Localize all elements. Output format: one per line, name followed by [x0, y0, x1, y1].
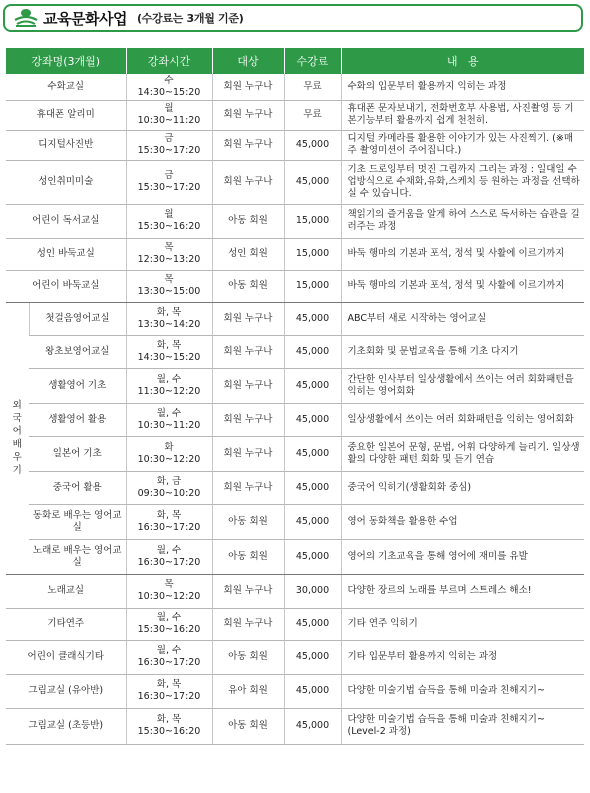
table-header-row — [6, 48, 584, 74]
course-schedule — [126, 204, 212, 238]
course-days: 월, 수 — [156, 612, 182, 623]
course-schedule — [126, 335, 212, 368]
course-name: 어린이 클래식기타 — [6, 640, 126, 674]
course-schedule — [126, 130, 212, 160]
col-header-fee: 수강료 — [284, 48, 341, 74]
course-time: 11:30~12:20 — [137, 385, 201, 397]
course-description: 간단한 인사부터 일상생활에서 쓰이는 여러 회화패턴을 익히는 영어회화 — [341, 368, 584, 403]
table-row — [6, 436, 584, 471]
course-fee: 45,000 — [284, 403, 341, 436]
course-description: 디지털 카메라를 활용한 이야기가 있는 사진찍기. (※매주 촬영미션이 주어집니다.) — [341, 130, 584, 160]
page-header — [3, 4, 583, 32]
course-time: 14:30~15:20 — [137, 351, 201, 363]
group-label-text: 외국어 배우기 — [12, 400, 22, 476]
course-time: 10:30~12:20 — [137, 591, 201, 602]
course-target: 아동 회원 — [212, 539, 284, 574]
course-time: 13:30~14:20 — [137, 318, 201, 330]
course-days: 목 — [164, 242, 174, 253]
course-name: 동화로 배우는 영어교실 — [29, 504, 126, 539]
course-schedule — [126, 302, 212, 335]
course-time: 15:30~17:20 — [137, 182, 201, 193]
course-fee: 15,000 — [284, 270, 341, 302]
course-description: 다양한 장르의 노래를 부르며 스트레스 해소! — [341, 574, 584, 608]
course-schedule — [126, 574, 212, 608]
course-fee: 45,000 — [284, 130, 341, 160]
course-fee: 45,000 — [284, 471, 341, 504]
course-fee: 45,000 — [284, 368, 341, 403]
course-days: 월 — [164, 103, 174, 114]
course-schedule — [126, 471, 212, 504]
table-row — [6, 504, 584, 539]
course-time: 10:30~12:20 — [137, 453, 201, 465]
course-target: 아동 회원 — [212, 270, 284, 302]
course-description: 바둑 행마의 기본과 포석, 정석 및 사활에 이르기까지 — [341, 270, 584, 302]
course-target: 아동 회원 — [212, 640, 284, 674]
course-name: 왕초보영어교실 — [29, 335, 126, 368]
course-schedule — [126, 539, 212, 574]
course-days: 금 — [164, 170, 174, 181]
course-time: 15:30~16:20 — [137, 221, 201, 232]
course-time: 12:30~13:20 — [137, 254, 201, 265]
table-row — [6, 471, 584, 504]
course-description: 영어의 기초교육을 통해 영어에 재미를 유발 — [341, 539, 584, 574]
table-row — [6, 204, 584, 238]
table-row — [6, 270, 584, 302]
course-time: 16:30~17:20 — [137, 691, 201, 702]
course-fee: 45,000 — [284, 539, 341, 574]
course-days: 수 — [164, 74, 174, 86]
course-schedule — [126, 270, 212, 302]
course-schedule — [126, 160, 212, 204]
course-days: 목 — [164, 579, 174, 590]
table-row — [6, 160, 584, 204]
course-schedule — [126, 436, 212, 471]
course-time: 16:30~17:20 — [137, 556, 201, 568]
course-name: 어린이 바둑교실 — [6, 270, 126, 302]
table-row — [6, 238, 584, 270]
course-time: 16:30~17:20 — [137, 657, 201, 668]
course-fee: 45,000 — [284, 708, 341, 744]
course-days: 화, 목 — [156, 339, 182, 351]
table-row — [6, 708, 584, 744]
course-target: 회원 누구나 — [212, 74, 284, 100]
course-description: 중국어 익히기(생활회화 중심) — [341, 471, 584, 504]
course-fee: 45,000 — [284, 302, 341, 335]
table-row — [6, 302, 584, 335]
course-name: 첫걸음영어교실 — [29, 302, 126, 335]
course-days: 목 — [164, 274, 174, 285]
course-target: 회원 누구나 — [212, 335, 284, 368]
course-target: 아동 회원 — [212, 708, 284, 744]
course-days: 화 — [164, 441, 174, 453]
course-name: 디지털사진반 — [6, 130, 126, 160]
course-days: 화, 목 — [156, 714, 182, 725]
course-target: 유아 회원 — [212, 674, 284, 708]
course-time: 15:30~16:20 — [137, 624, 201, 635]
course-name: 일본어 기초 — [29, 436, 126, 471]
course-time: 09:30~10:20 — [137, 487, 201, 499]
course-target: 회원 누구나 — [212, 302, 284, 335]
course-fee: 30,000 — [284, 574, 341, 608]
course-target: 회원 누구나 — [212, 471, 284, 504]
course-time: 16:30~17:20 — [137, 521, 201, 533]
course-description: 기타 입문부터 활용까지 익히는 과정 — [341, 640, 584, 674]
course-time: 13:30~15:00 — [137, 286, 201, 297]
course-time: 15:30~16:20 — [137, 726, 201, 737]
course-description: 일상생활에서 쓰이는 여러 회화패턴을 익히는 영어회화 — [341, 403, 584, 436]
course-days: 화, 금 — [156, 475, 182, 487]
table-row — [6, 74, 584, 100]
course-days: 월, 수 — [156, 373, 182, 385]
course-fee: 45,000 — [284, 436, 341, 471]
course-fee: 45,000 — [284, 504, 341, 539]
course-description: 다양한 미술기법 습득을 통해 미술과 친해지기~ — [341, 674, 584, 708]
course-description: 바둑 행마의 기본과 포석, 정석 및 사활에 이르기까지 — [341, 238, 584, 270]
course-description: 중요한 일본어 문형, 문법, 어휘 다양하게 늘리기. 일상생활의 다양한 패턴 회화 및 듣기 연습 — [341, 436, 584, 471]
course-fee: 무료 — [284, 100, 341, 130]
table-row — [6, 403, 584, 436]
table-row — [6, 130, 584, 160]
page-title: 교육문화사업 — [43, 9, 127, 28]
course-days: 금 — [164, 133, 174, 144]
course-name: 휴대폰 알리미 — [6, 100, 126, 130]
course-fee: 45,000 — [284, 674, 341, 708]
course-schedule — [126, 608, 212, 640]
course-time: 14:30~15:20 — [137, 86, 201, 98]
course-schedule — [126, 640, 212, 674]
course-target: 아동 회원 — [212, 504, 284, 539]
course-target: 회원 누구나 — [212, 100, 284, 130]
course-name: 그림교실 (초등반) — [6, 708, 126, 744]
course-description: 기타 연주 익히기 — [341, 608, 584, 640]
course-table — [6, 48, 584, 745]
course-days: 월, 수 — [156, 645, 182, 656]
page-subtitle: (수강료는 3개월 기준) — [136, 12, 244, 25]
course-target: 아동 회원 — [212, 204, 284, 238]
course-days: 화, 목 — [156, 306, 182, 318]
course-description: 기초회화 및 문법교육을 통해 기초 다지기 — [341, 335, 584, 368]
course-days: 월 — [164, 209, 174, 220]
course-schedule — [126, 504, 212, 539]
course-name: 기타연주 — [6, 608, 126, 640]
course-fee: 45,000 — [284, 640, 341, 674]
course-time: 10:30~11:20 — [137, 419, 201, 431]
course-name: 노래로 배우는 영어교실 — [29, 539, 126, 574]
table-body — [6, 74, 584, 744]
course-name: 생활영어 기초 — [29, 368, 126, 403]
course-target: 회원 누구나 — [212, 574, 284, 608]
course-name: 성인취미미술 — [6, 160, 126, 204]
course-days: 월, 수 — [156, 407, 182, 419]
course-target: 회원 누구나 — [212, 368, 284, 403]
course-time: 10:30~11:20 — [137, 115, 201, 126]
col-header-time: 강좌시간 — [126, 48, 212, 74]
table-row — [6, 368, 584, 403]
table-row — [6, 574, 584, 608]
course-days: 월, 수 — [156, 544, 182, 556]
course-description: 수화의 입문부터 활용까지 익히는 과정 — [341, 74, 584, 100]
course-schedule — [126, 368, 212, 403]
course-schedule — [126, 100, 212, 130]
course-name: 중국어 활용 — [29, 471, 126, 504]
table-row — [6, 539, 584, 574]
course-schedule — [126, 708, 212, 744]
col-header-target: 대상 — [212, 48, 284, 74]
course-description: 영어 동화책을 활용한 수업 — [341, 504, 584, 539]
course-description: 책읽기의 즐거움을 알게 하여 스스로 독서하는 습관을 길러주는 과정 — [341, 204, 584, 238]
table-row — [6, 335, 584, 368]
course-target: 회원 누구나 — [212, 608, 284, 640]
course-fee: 45,000 — [284, 608, 341, 640]
course-fee: 무료 — [284, 74, 341, 100]
course-description: 휴대폰 문자보내기, 전화번호부 사용법, 사진촬영 등 기본기능부터 활용까지 쉽게 천천히. — [341, 100, 584, 130]
table-row — [6, 674, 584, 708]
table-row — [6, 608, 584, 640]
course-name: 노래교실 — [6, 574, 126, 608]
course-days: 화, 목 — [156, 509, 182, 521]
course-target: 회원 누구나 — [212, 436, 284, 471]
course-target: 회원 누구나 — [212, 403, 284, 436]
course-fee: 45,000 — [284, 160, 341, 204]
course-time: 15:30~17:20 — [137, 145, 201, 156]
course-fee: 15,000 — [284, 238, 341, 270]
course-description: 기초 드로잉부터 멋진 그림까지 그리는 과정 : 일대일 수업방식으로 수채화,유화,스케치 등 원하는 과정을 선택하실 수 있습니다. — [341, 160, 584, 204]
table-row — [6, 640, 584, 674]
table-row — [6, 100, 584, 130]
course-name: 성인 바둑교실 — [6, 238, 126, 270]
course-description: ABC부터 새로 시작하는 영어교실 — [341, 302, 584, 335]
course-days: 화, 목 — [156, 679, 182, 690]
course-description: 다양한 미술기법 습득을 통해 미술과 친해지기~ (Level-2 과정) — [341, 708, 584, 744]
course-fee: 15,000 — [284, 204, 341, 238]
course-schedule — [126, 74, 212, 100]
course-target: 회원 누구나 — [212, 130, 284, 160]
course-name: 생활영어 활용 — [29, 403, 126, 436]
course-schedule — [126, 403, 212, 436]
course-name: 어린이 독서교실 — [6, 204, 126, 238]
course-schedule — [126, 674, 212, 708]
col-header-content: 내 용 — [341, 48, 584, 74]
course-target: 회원 누구나 — [212, 160, 284, 204]
course-fee: 45,000 — [284, 335, 341, 368]
course-target: 성인 회원 — [212, 238, 284, 270]
group-label-foreign-language — [6, 302, 29, 574]
course-name: 수화교실 — [6, 74, 126, 100]
course-schedule — [126, 238, 212, 270]
library-logo-icon — [13, 8, 39, 28]
course-name: 그림교실 (유아반) — [6, 674, 126, 708]
col-header-name: 강좌명(3개월) — [6, 48, 126, 74]
